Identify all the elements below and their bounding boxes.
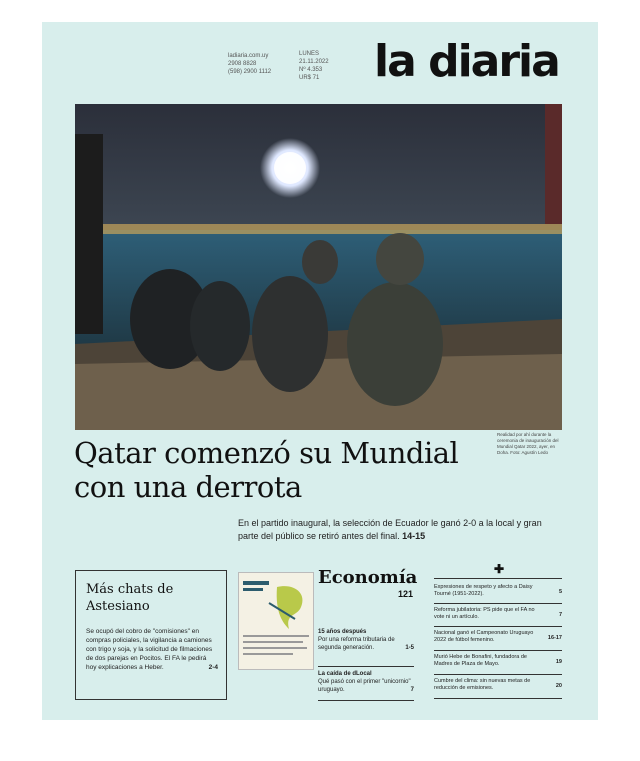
sidebar-item-text: Expresiones de respeto y afecto a Daisy Tourné (1951-2022).: [434, 584, 533, 597]
sidebar-item-text: Cumbre del clima: sin nuevas metas de reducción de emisiones.: [434, 678, 531, 691]
divider: [434, 578, 562, 579]
date-line: LUNES: [299, 51, 320, 57]
box-body: [86, 627, 218, 672]
divider: [434, 674, 562, 675]
economia-item[interactable]: [318, 628, 414, 652]
lead-photo: [75, 104, 562, 430]
sidebar-item-pages: 16-17: [547, 635, 562, 641]
contact-line: ladiaria.com.uy: [228, 53, 269, 59]
sidebar-item-pages: 5: [558, 589, 562, 595]
newspaper-front-page: [42, 22, 598, 720]
sidebar-item[interactable]: [434, 630, 562, 644]
sidebar-item-pages: 7: [558, 612, 562, 618]
plus-icon: ✚: [494, 562, 505, 576]
lead-deck-pages: 14-15: [402, 531, 426, 541]
divider: [434, 698, 562, 699]
sidebar-item-pages: 19: [555, 659, 562, 665]
photo-caption: Realidad por ahí durante la ceremonia de inauguración del Mundial Qatar 2022, ayer, en Doha. Foto: Agustín Ledo: [497, 432, 559, 455]
sidebar-item[interactable]: [434, 584, 562, 598]
economia-item-text: Por una reforma tributaria de segunda generación.: [318, 637, 395, 651]
economia-item-title: 15 años después: [318, 629, 367, 635]
economia-item-title: La caída de dLocal: [318, 671, 372, 677]
lead-headline[interactable]: Qatar comenzó su Mundial con una derrota: [74, 436, 459, 504]
lead-deck-text: En el partido inaugural, la selección de Ecuador le ganó 2-0 a la local y gran parte del público se retiró antes del final.: [238, 518, 542, 541]
sidebar-item-text: Nacional ganó el Campeonato Uruguayo 2022 de fútbol femenino.: [434, 630, 534, 643]
sidebar-item-text: Murió Hebe de Bonafini, fundadora de Madres de Plaza de Mayo.: [434, 654, 527, 667]
date-line: 21.11.2022: [299, 59, 329, 65]
contact-line: 2908 8828: [228, 61, 257, 67]
masthead-logo: la diaria: [374, 36, 559, 87]
economia-section-page: 121: [398, 589, 414, 599]
sidebar-item[interactable]: [434, 654, 562, 668]
economia-item[interactable]: [318, 670, 414, 694]
box-pages: 2-4: [208, 664, 218, 671]
economia-item-pages: 7: [410, 687, 414, 693]
masthead-contact: [228, 52, 271, 76]
sidebar-item-pages: 20: [555, 683, 562, 689]
divider: [434, 650, 562, 651]
box-body-text: Se ocupó del cobro de "comisiones" en compras policiales, la vigilancia a camiones con trigo y soja, y la solicitud de filmaciones de dos parejas en Pocitos. El FA le pedirá hoy explicaciones a Heber.: [86, 628, 213, 671]
sidebar-item-text: Reforma jubilatoria: PS pide que el FA no vote ni un artículo.: [434, 607, 535, 620]
economia-item-text: Qué pasó con el primer "unicornio" uruguayo.: [318, 679, 411, 693]
date-line: Nº 4.353: [299, 67, 323, 73]
economia-section-title[interactable]: Economía: [318, 567, 418, 588]
astesiano-box[interactable]: [75, 570, 227, 700]
date-line: UR$ 71: [299, 75, 320, 81]
divider: [318, 700, 414, 701]
lead-deck: [238, 517, 558, 543]
divider: [434, 626, 562, 627]
divider: [434, 603, 562, 604]
divider: [318, 666, 414, 667]
sidebar-item[interactable]: [434, 678, 562, 692]
economia-item-pages: 1-5: [405, 645, 414, 651]
sidebar-item[interactable]: [434, 607, 562, 621]
masthead-date: [299, 50, 329, 82]
fireworks-photo-illustration: [75, 104, 562, 430]
economia-thumbnail-art: [239, 573, 313, 669]
box-title: Más chats de Astesiano: [86, 582, 174, 614]
economia-cover-thumbnail: [238, 572, 314, 670]
contact-line: (598) 2900 1112: [228, 69, 272, 75]
